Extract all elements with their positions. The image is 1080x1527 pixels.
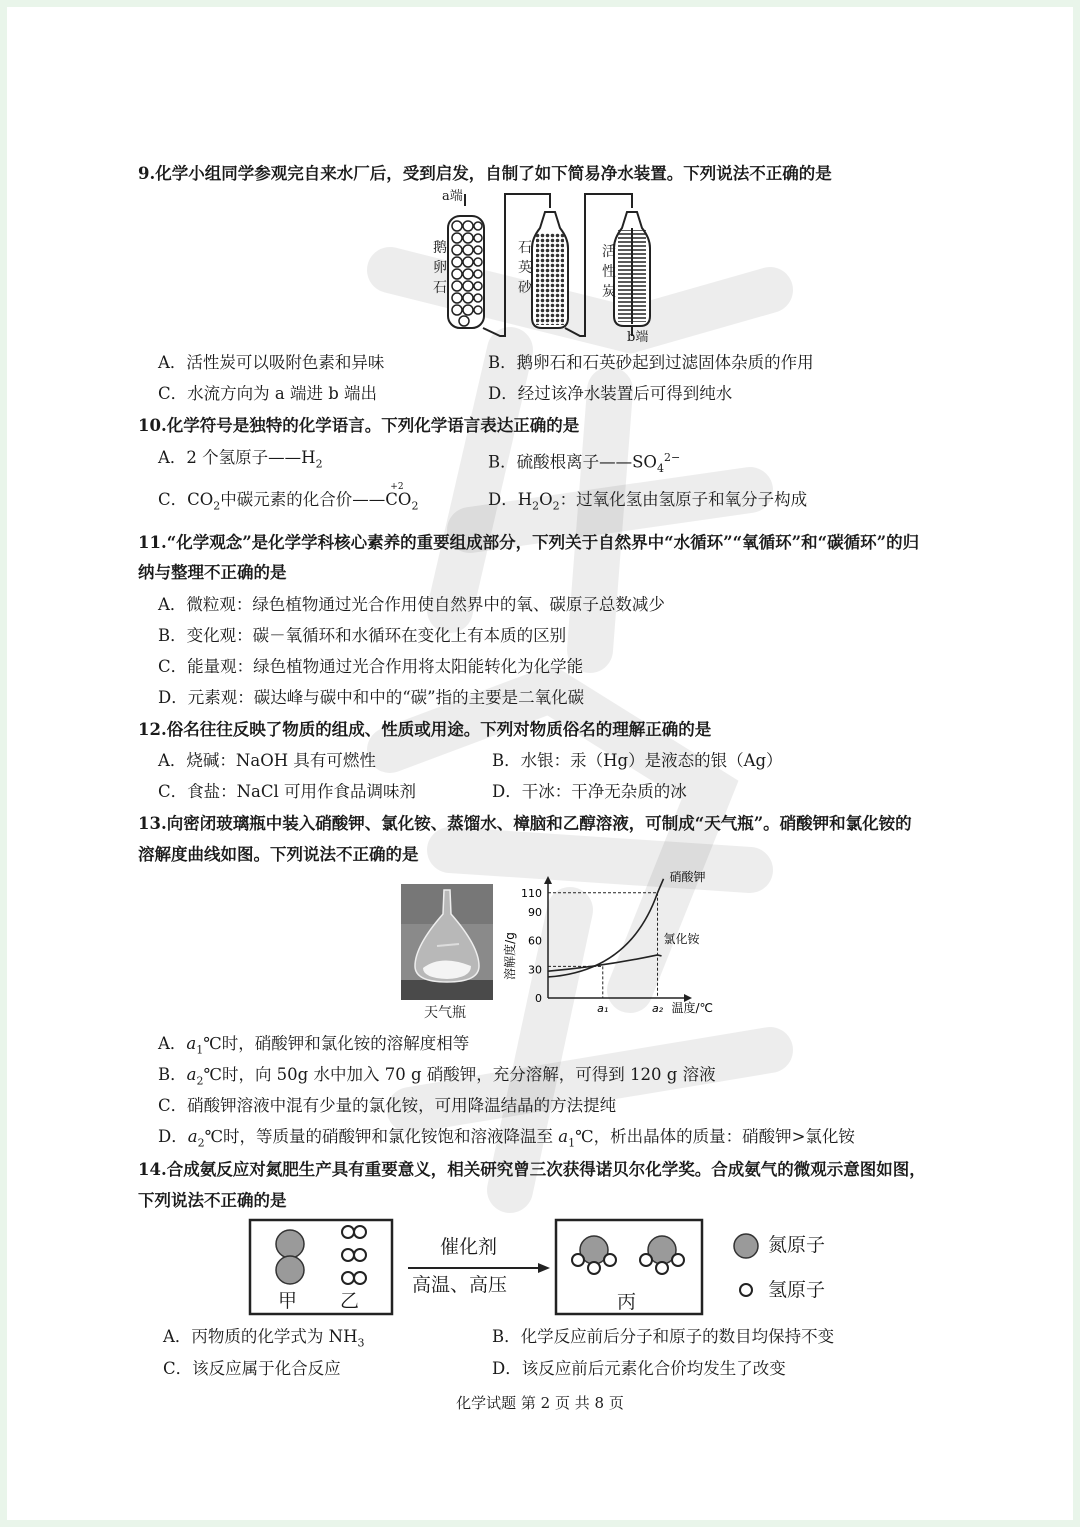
q14-stem-line1: 14.合成氨反应对氮肥生产具有重要意义，相关研究曾三次获得诺贝尔化学奖。合成氨气的微观示意图如图， <box>138 1160 926 1179</box>
bottle1-label: 鹅 卵 石 <box>433 240 447 296</box>
condition-label: 高温、高压 <box>412 1274 508 1296</box>
x-tick-label: a₂ <box>651 1002 664 1015</box>
series-line-potassium-nitrate <box>548 879 664 977</box>
reactant-yi-label: 乙 <box>340 1290 360 1312</box>
q11-option-c: C．能量观：绿色植物通过光合作用将太阳能转化为化学能 <box>158 657 584 676</box>
solubility-chart <box>500 869 714 1022</box>
x-tick-label: a₁ <box>597 1002 609 1015</box>
y-tick-label: 60 <box>528 934 542 948</box>
q13-option-b: B．$a_2℃$时，向 50g 水中加入 70 g 硝酸钾，充分溶解，可得到 120 g 溶液 <box>158 1065 716 1088</box>
catalyst-label: 催化剂 <box>440 1236 498 1258</box>
q12-option-d: D．干冰：干净无杂质的冰 <box>492 782 687 801</box>
product-bing-label: 丙 <box>617 1291 637 1313</box>
weather-bottle-photo <box>401 884 493 1000</box>
q13-option-c: C．硝酸钾溶液中混有少量的氯化铵，可用降温结晶的方法提纯 <box>158 1096 617 1115</box>
q13-option-a: A．$a_1℃$时，硝酸钾和氯化铵的溶解度相等 <box>158 1034 470 1057</box>
legend-hydrogen-label: 氢原子 <box>768 1279 826 1301</box>
q10-stem: 10.化学符号是独特的化学语言。下列化学语言表达正确的是 <box>138 416 580 435</box>
water-purifier-diagram <box>420 188 680 348</box>
q11-option-d: D．元素观：碳达峰与碳中和中的“碳”指的主要是二氧化碳 <box>158 688 585 707</box>
q14-option-c: C．该反应属于化合反应 <box>163 1359 341 1378</box>
y-tick-label: 30 <box>528 963 542 977</box>
q11-stem-line1: 11.“化学观念”是化学学科核心素养的重要组成部分，下列关于自然界中“水循环”“氧循环”和“碳循环”的归 <box>138 533 920 552</box>
y-tick-label: 0 <box>535 992 542 1005</box>
q12-stem: 12.俗名往往反映了物质的组成、性质或用途。下列对物质俗名的理解正确的是 <box>138 720 712 739</box>
q13-stem-line1: 13.向密闭玻璃瓶中装入硝酸钾、氯化铵、蒸馏水、樟脑和乙醇溶液，可制成“天气瓶”。硝酸钾和氯化铵的 <box>138 814 912 833</box>
q9-stem: 9.化学小组同学参观完自来水厂后，受到启发，自制了如下简易净水装置。下列说法不正确的是 <box>138 164 832 183</box>
q11-stem-line2: 纳与整理不正确的是 <box>138 563 287 582</box>
q14-option-a: A．丙物质的化学式为 $NH_3$ <box>163 1327 365 1350</box>
a-end-label: a端 <box>442 189 463 204</box>
y-axis-label: 溶解度/g <box>503 932 517 980</box>
q10-option-c: C．$CO_2$中碳元素的化合价—— +2 $CO_2$ <box>158 482 419 513</box>
q13-stem-line2: 溶解度曲线如图。下列说法不正确的是 <box>138 845 419 864</box>
series-line-ammonium-chloride <box>548 955 662 971</box>
q12-option-a: A．烧碱：NaOH 具有可燃性 <box>158 751 376 770</box>
q12-option-c: C．食盐：NaCl 可用作食品调味剂 <box>158 782 417 801</box>
b-end-label: b端 <box>627 330 649 345</box>
y-tick-label: 110 <box>521 886 542 900</box>
bottle3-label: 活 性 炭 <box>602 244 616 300</box>
q12-option-b: B．水银：汞（Hg）是液态的银（Ag） <box>492 751 783 770</box>
q9-option-d: D．经过该净水装置后可得到纯水 <box>488 384 733 403</box>
legend-nitrogen-label: 氮原子 <box>768 1234 826 1256</box>
q14-option-b: B．化学反应前后分子和原子的数目均保持不变 <box>492 1327 835 1346</box>
page-footer: 化学试题 第 2 页 共 8 页 <box>456 1394 624 1412</box>
q13-option-d: D．$a_2℃$时，等质量的硝酸钾和氯化铵饱和溶液降温至 $a_1℃$，析出晶体的质量：硝酸钾>氯化铵 <box>158 1127 855 1150</box>
q9-option-a: A．活性炭可以吸附色素和异味 <box>158 353 385 372</box>
y-axis-arrow <box>544 876 552 884</box>
weather-bottle-caption: 天气瓶 <box>424 1005 466 1021</box>
q11-option-b: B．变化观：碳－氧循环和水循环在变化上有本质的区别 <box>158 626 567 645</box>
x-axis-label: 温度/℃ <box>671 1001 714 1015</box>
q14-option-d: D．该反应前后元素化合价均发生了改变 <box>492 1359 786 1378</box>
q14-stem-line2: 下列说法不正确的是 <box>138 1191 287 1210</box>
series-label: 氯化铵 <box>663 931 700 946</box>
q10-option-b: B．硫酸根离子$——SO_4^{2-}$ <box>488 451 681 475</box>
q10-option-a: A．2 个氢原子$——H_2$ <box>158 448 323 471</box>
y-tick-label: 90 <box>528 905 542 919</box>
q9-option-c: C．水流方向为 a 端进 b 端出 <box>158 384 378 403</box>
bottle2-label: 石 英 砂 <box>518 240 532 296</box>
reactant-jia-label: 甲 <box>278 1290 298 1312</box>
q10-option-d: D．$H_2O_2$：过氧化氢由氢原子和氧分子构成 <box>488 490 808 513</box>
q11-option-a: A．微粒观：绿色植物通过光合作用使自然界中的氧、碳原子总数减少 <box>158 595 665 614</box>
q9-option-b: B．鹅卵石和石英砂起到过滤固体杂质的作用 <box>488 353 814 372</box>
series-label: 硝酸钾 <box>669 869 706 884</box>
